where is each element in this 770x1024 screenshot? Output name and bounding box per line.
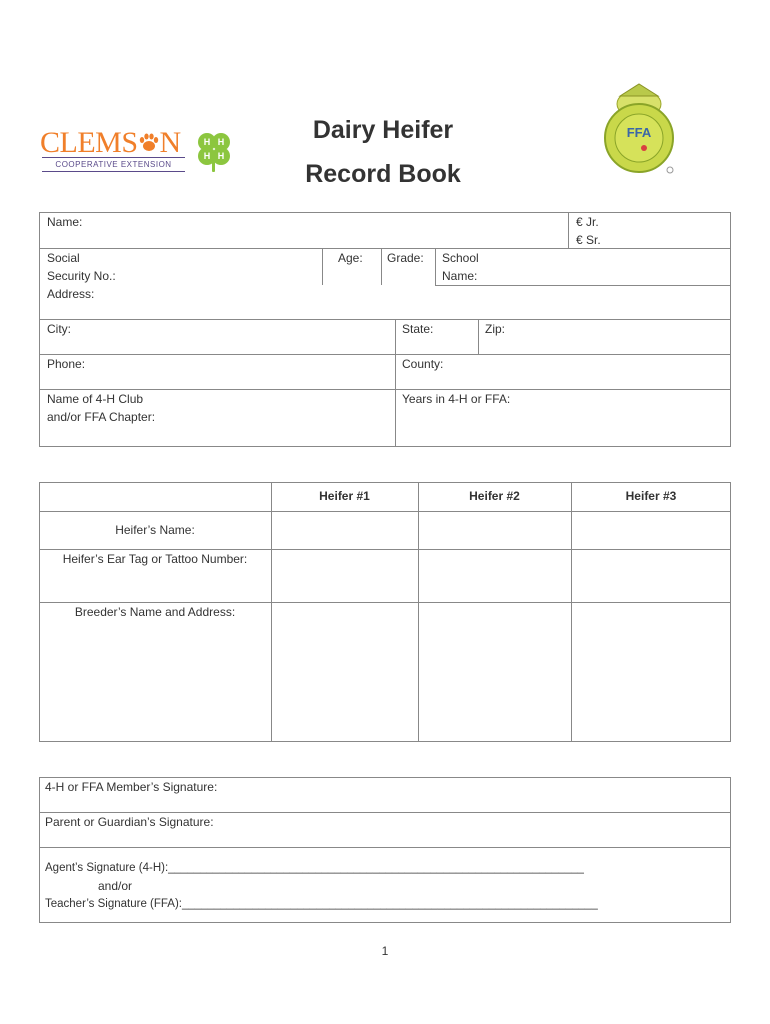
- heifer-3-header: Heifer #3: [625, 489, 677, 503]
- agent-signature-field[interactable]: Agent’s Signature (4-H):_________________________________________________________________: [45, 862, 584, 874]
- heifer-1-header: Heifer #1: [319, 489, 370, 503]
- ear-tag-label: Heifer’s Ear Tag or Tattoo Number:: [62, 552, 248, 566]
- school-name-label: School: [442, 251, 479, 265]
- name-field[interactable]: Name:: [47, 215, 83, 229]
- ffa-emblem-icon: [598, 82, 680, 178]
- heifer-name-label: Heifer’s Name:: [115, 523, 195, 537]
- svg-text:H: H: [203, 151, 211, 161]
- member-signature-field[interactable]: 4-H or FFA Member’s Signature:: [45, 780, 218, 794]
- clemson-extension-logo: [40, 128, 190, 174]
- page-number: 1: [381, 944, 389, 958]
- andor-text: and/or: [98, 879, 133, 893]
- four-h-clover-icon: [194, 130, 234, 172]
- clemson-wordmark: CLEMS N: [40, 126, 181, 159]
- city-field[interactable]: City:: [47, 322, 71, 336]
- tiger-paw-icon: [138, 132, 160, 154]
- parent-signature-field[interactable]: Parent or Guardian’s Signature:: [45, 815, 214, 829]
- years-in-program-field[interactable]: Years in 4-H or FFA:: [402, 392, 511, 406]
- svg-text:H: H: [203, 137, 211, 147]
- phone-field[interactable]: Phone:: [47, 357, 86, 371]
- page-subtitle: Record Book: [305, 160, 461, 188]
- cooperative-extension-subtitle: COOPERATIVE EXTENSION: [42, 157, 185, 172]
- address-field[interactable]: Address:: [47, 287, 95, 301]
- social-security-label: Social: [47, 251, 80, 265]
- county-field[interactable]: County:: [402, 357, 444, 371]
- heifer-2-header: Heifer #2: [469, 489, 520, 503]
- breeder-label: Breeder’s Name and Address:: [74, 605, 236, 619]
- club-name-label: Name of 4-H Club: [47, 392, 144, 406]
- club-name-field[interactable]: and/or FFA Chapter:: [47, 410, 156, 424]
- division-sr-checkbox[interactable]: € Sr.: [576, 233, 601, 247]
- age-field[interactable]: Age:: [338, 251, 363, 265]
- teacher-signature-field[interactable]: Teacher’s Signature (FFA):_________________________________________________________________: [45, 898, 598, 910]
- svg-text:H: H: [217, 151, 225, 161]
- zip-field[interactable]: Zip:: [485, 322, 506, 336]
- school-name-field[interactable]: Name:: [442, 269, 478, 283]
- svg-text:H: H: [217, 137, 225, 147]
- grade-field[interactable]: Grade:: [387, 251, 424, 265]
- ffa-emblem-text: FFA: [626, 125, 652, 140]
- division-jr-checkbox[interactable]: € Jr.: [576, 215, 599, 229]
- social-security-field[interactable]: Security No.:: [47, 269, 116, 283]
- page-title: Dairy Heifer: [312, 116, 454, 144]
- state-field[interactable]: State:: [402, 322, 434, 336]
